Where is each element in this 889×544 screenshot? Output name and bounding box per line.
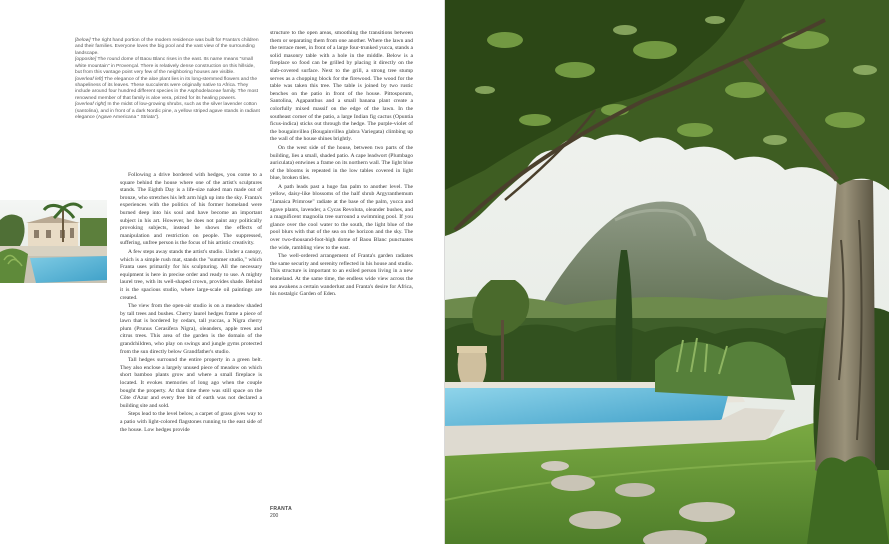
paragraph: structure to the open areas, smoothing the transitions between them or separating them from one another. Where the lawn and the terrace meet, in front of a large four-trunked yucca, stands a solid masonry table with a hole in the middle. Below is a fireplace so food can be grilled by placing it directly on the slab-covered surface. Next to the grill, a strong tree stump serves as a chopping block for the firewood. The wood for the table was taken this tree. The table is joined by two rustic benches on the patio in front of the house. Pittosporum, Santolina, Agapanthus and a small banana plant create a colorfully mixed massif on the edge of the lawn. In the southeast corner of the patio, a large Indian fig cactus (Opuntia ficus-indica) sticks out through the hedge. The purple-violet of the bougainvillea (Bougainvillea glabra Variegata) climbing up the wall of the house shines brightly. <box>270 30 413 143</box>
garden-pool-mountain-photo <box>445 0 889 544</box>
caption-below <box>75 38 260 57</box>
page-number: 200 <box>270 513 279 519</box>
caption-text: The elegance of the aloe plant lies in its long-stemmed flowers and the shapeliness of its leaves. These succulents were originally native to Africa. They include around four hundred different species in the Asphodelaceae family. The most renowned member of that family is aloe vera, prized for its healing powers. <box>75 76 258 101</box>
folio-title: FRANTA <box>270 506 292 512</box>
caption-tag: [below] <box>75 38 91 43</box>
caption-overleaf-left <box>75 77 260 102</box>
paragraph: Following a drive bordered with hedges, you come to a square behind the house where one of the artist's sculptures stands. The Eighth Day is a life-size naked man made out of bronze, who stretches his left arm high up into the sky. Franta's experiences with the politics of his former homeland were burned deep into his soul and have become an important subject in his art. However, he does not paint any politically provoking subjects, instead he shows the effects of manipulation and restriction on people. The suppressed, suffering, unfree person is the focus of his artistic creativity. <box>120 172 262 247</box>
caption-text: The round dome of Baou Blanc rises in the east. Its name means "small white mountain" in Provençal. There is relatively dense construction on this hillside, but from this vantage point very few of the neighboring houses are visible. <box>75 57 255 75</box>
body-text-column-right <box>270 30 413 299</box>
paragraph: Tall hedges surround the entire property in a green belt. They also enclose a largely unused piece of meadow on which short bamboo plants grow and where a small fireplace is located. It evokes memories of long ago when the couple bought the property. At that time there was still space on the Côte d'Azur and every free bit of earth was not declared a building site and sold. <box>120 357 262 409</box>
caption-tag: [opposite] <box>75 57 97 63</box>
paragraph: The view from the open-air studio is on a meadow shaded by tall trees and bushes. Cherry laurel hedges frame a piece of lawn that is bordered by cedars, tall yuccas, a Nigra cherry plum (Prunus Cerasifera Nigra), oleanders, apple trees and citrus trees. This area of the garden is the domain of the grandchildren, who play on swings and jungle gyms protected from the sun directly below Grandfather's studio. <box>120 303 262 355</box>
house-pool-thumbnail-photo <box>0 200 107 283</box>
paragraph: On the west side of the house, between two parts of the building, lies a small, shaded patio. A cape leadwort (Plumbago auriculata) entwines a frame on its northern wall. The light blue of the blooms is repeated in the low tables covered in light blue, broken tiles. <box>270 144 413 182</box>
paragraph: A path leads past a huge fan palm to another level. The yellow, daisy-like blossoms of the half shrub Argyranthemum "Jamaica Primrose" radiate at the base of the palm, yucca and agave plants, lavender, a Cycas Revoluta, oleander bushes, and a magnificent magnolia tree surround a swimming pool. If you glance over the cool water to the south, the light blue of the pool blurs with that of the sea on the horizon and the sky. The over two-thousand-foot-high dome of Baou Blanc punctuates the wide, rambling view to the east. <box>270 183 413 251</box>
caption-text: The right hand portion of the modern residence was built for Franta's children and their families. Everyone loves the big pool and the vast view of the surrounding landscape. <box>75 38 259 56</box>
caption-opposite <box>75 57 260 76</box>
body-text-column-middle <box>120 172 262 434</box>
caption-text: In the midst of low-growing shrubs, such as the silver lavender cotton (santolina), and in front of a dark Nordic pine, a yellow striped agave stands in radiant elegance (Agave Americana " Striata"). <box>75 102 260 121</box>
page-folio <box>270 506 292 520</box>
caption-tag: [overleaf left] <box>75 76 103 82</box>
photo-captions <box>75 38 260 122</box>
paragraph: Steps lead to the level below, a carpet of grass gives way to a patio with light-colored flagstones running to the east side of the house. Low hedges provide <box>120 411 262 433</box>
caption-tag: [overleaf right] <box>75 102 106 108</box>
paragraph: The well-ordered arrangement of Franta's garden radiates the same security and serenity reflected in his house and studio. This structure is important to an exiled person living in a new homeland. At the same time, the endless wide view across the sea awakens a certain wanderlust and Franta's desire for Africa, his nostalgic Garden of Eden. <box>270 253 413 298</box>
paragraph: A few steps away stands the artist's studio. Under a canopy, which is a simple rush mat, stands the "summer studio," which Franta uses primarily for his sculpturing. All the necessary equipment is here in precise order and ready to use. A mighty laurel tree, with its well-shaped crown, provides shade. Behind it is the spacious studio, where large-scale oil paintings are created. <box>120 248 262 301</box>
caption-overleaf-right <box>75 102 260 121</box>
